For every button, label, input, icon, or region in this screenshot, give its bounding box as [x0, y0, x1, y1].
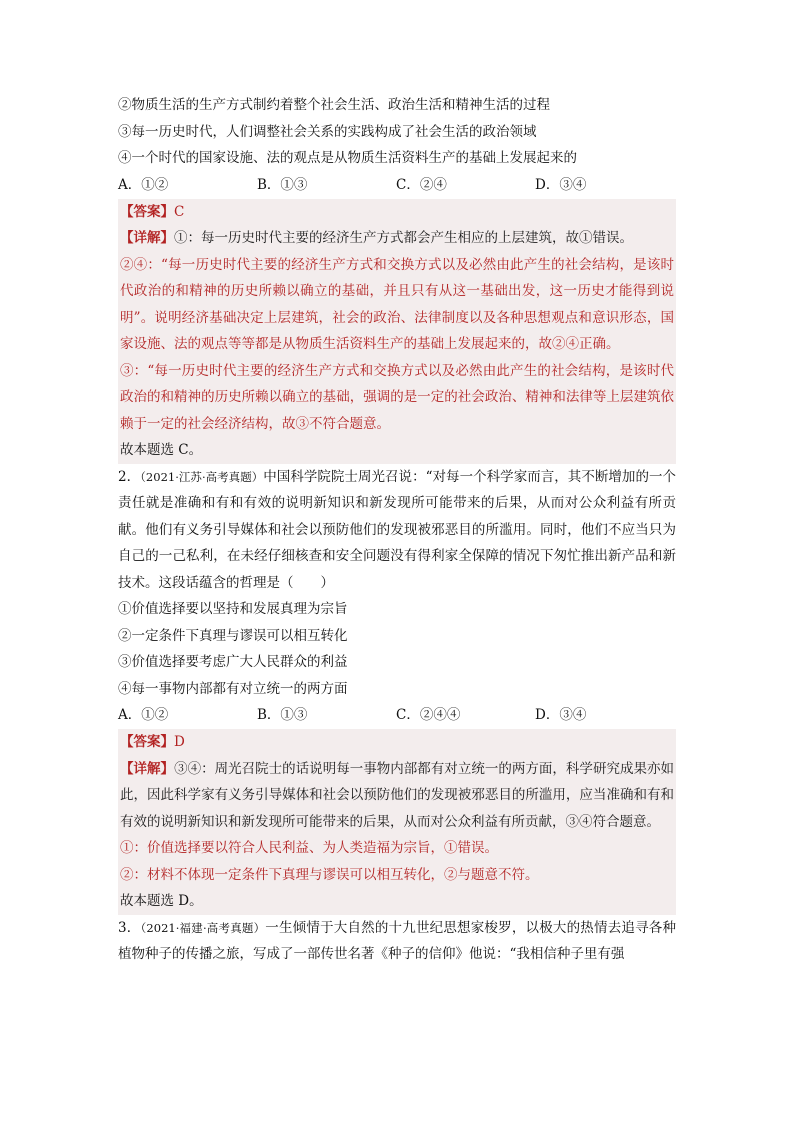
q1-statement: ②物质生活的生产方式制约着整个社会生活、政治生活和精神生活的过程 — [118, 97, 550, 113]
option-a: A．①② — [118, 176, 169, 193]
q2-detail-2: ①：价值选择要以符合人民利益、为人类造福为宗旨，①错误。 — [120, 840, 498, 856]
q2-answer-block — [118, 729, 676, 915]
option-d: D．③④ — [535, 176, 587, 193]
q2-statement: ①价值选择要以坚持和发展真理为宗旨 — [118, 601, 348, 617]
q1-detail-3: ③：“每一历史时代主要的经济生产方式和交换方式以及必然由此产生的社会结构，是该时代政治的和精神的历史所赖以确立的基础，强调的是一定的社会政治、精神和法律等上层建筑依赖于一定的社会经济结构，故③不符合题意。 — [120, 362, 674, 432]
answer-value: D — [174, 734, 185, 750]
option-b: B．①③ — [257, 707, 308, 723]
option-b: B．①③ — [257, 176, 308, 193]
q3-stem: 3．（2021·福建·高考真题）一生倾情于大自然的十九世纪思想家梭罗，以极大的热情去追寻各种植物种子的传播之旅，写成了一部传世名著《种子的信仰》他说：“我相信种子里有强 — [118, 919, 676, 962]
q2-number: 2． — [118, 468, 141, 485]
q2-statement: ③价值选择要考虑广大人民群众的利益 — [118, 654, 348, 670]
q1-options — [118, 172, 676, 199]
q2-detail-3: ②：材料不体现一定条件下真理与谬误可以相互转化，②与题意不符。 — [120, 866, 539, 883]
q3-number: 3． — [118, 919, 141, 936]
q2-source: （2021·江苏·高考真题） — [140, 469, 264, 484]
answer-value: C — [174, 203, 185, 220]
detail-tag: 【详解】 — [120, 230, 174, 246]
q2-answer — [120, 729, 674, 756]
q2-statement: ②一定条件下真理与谬误可以相互转化 — [118, 627, 348, 644]
option-d: D．③④ — [535, 707, 587, 723]
q1-detail-2: ②④：“每一历史时代主要的经济生产方式和交换方式以及必然由此产生的社会结构，是该时代政治的和精神的历史所赖以确立的基础，并且只有从这一基础出发，这一历史才能得到说明”。说明经济基础决定上层建筑，社会的政治、法律制度以及各种思想观点和意识形态，国家设施、法的观点等等都是从物质生活资料生产的基础上发展起来的，故②④正确。 — [120, 256, 674, 352]
option-c: C．②④④ — [396, 707, 461, 723]
q1-statement: ③每一历史时代，人们调整社会关系的实践构成了社会生活的政治领域 — [118, 123, 537, 140]
q1-answer-block — [118, 199, 676, 464]
detail-tag: 【详解】 — [120, 760, 175, 777]
q1-conclusion: 故本题选 C。 — [120, 442, 203, 458]
answer-tag: 【答案】 — [120, 203, 174, 220]
answer-tag: 【答案】 — [120, 734, 174, 750]
q1-statement: ④一个时代的国家设施、法的观点是从物质生活资料生产的基础上发展起来的 — [118, 150, 577, 166]
q2-statement: ④每一事物内部都有对立统一的两方面 — [118, 680, 348, 697]
q1-detail-1: 【详解】①：每一历史时代主要的经济生产方式都会产生相应的上层建筑，故①错误。 — [120, 230, 633, 246]
q3-source: （2021·福建·高考真题） — [140, 920, 266, 935]
q2-stem: 2．（2021·江苏·高考真题）中国科学院院士周光召说：“对每一个科学家而言，其不断增加的一个责任就是准确和有和有效的说明新知识和新发现所可能带来的后果，从而对公众利益有所贡献。他们有义务引导媒体和社会以预防他们的发现被邪恶目的所滥用。同时，他们不应当只为自己的一己私利，在未经仔细核查和安全问题没有得利家全保障的情况下匆忙推出新产品和新技术。这段话蕴含的哲理是（ ） — [118, 468, 677, 591]
option-c: C．②④ — [396, 176, 447, 193]
q2-conclusion: 故本题选 D。 — [120, 893, 203, 909]
option-a: A．①② — [118, 707, 169, 723]
document-page — [118, 92, 676, 968]
q2-options — [118, 702, 676, 729]
q1-answer — [120, 199, 674, 226]
q2-detail-1: 【详解】③④：周光召院士的话说明每一事物内部都有对立统一的两方面，科学研究成果亦如此，因此科学家有义务引导媒体和社会以预防他们的发现被邪恶目的所滥用，应当准确和有和有效的说明新知识和新发现所可能带来的后果，从而对公众利益有所贡献，③④符合题意。 — [120, 760, 675, 830]
